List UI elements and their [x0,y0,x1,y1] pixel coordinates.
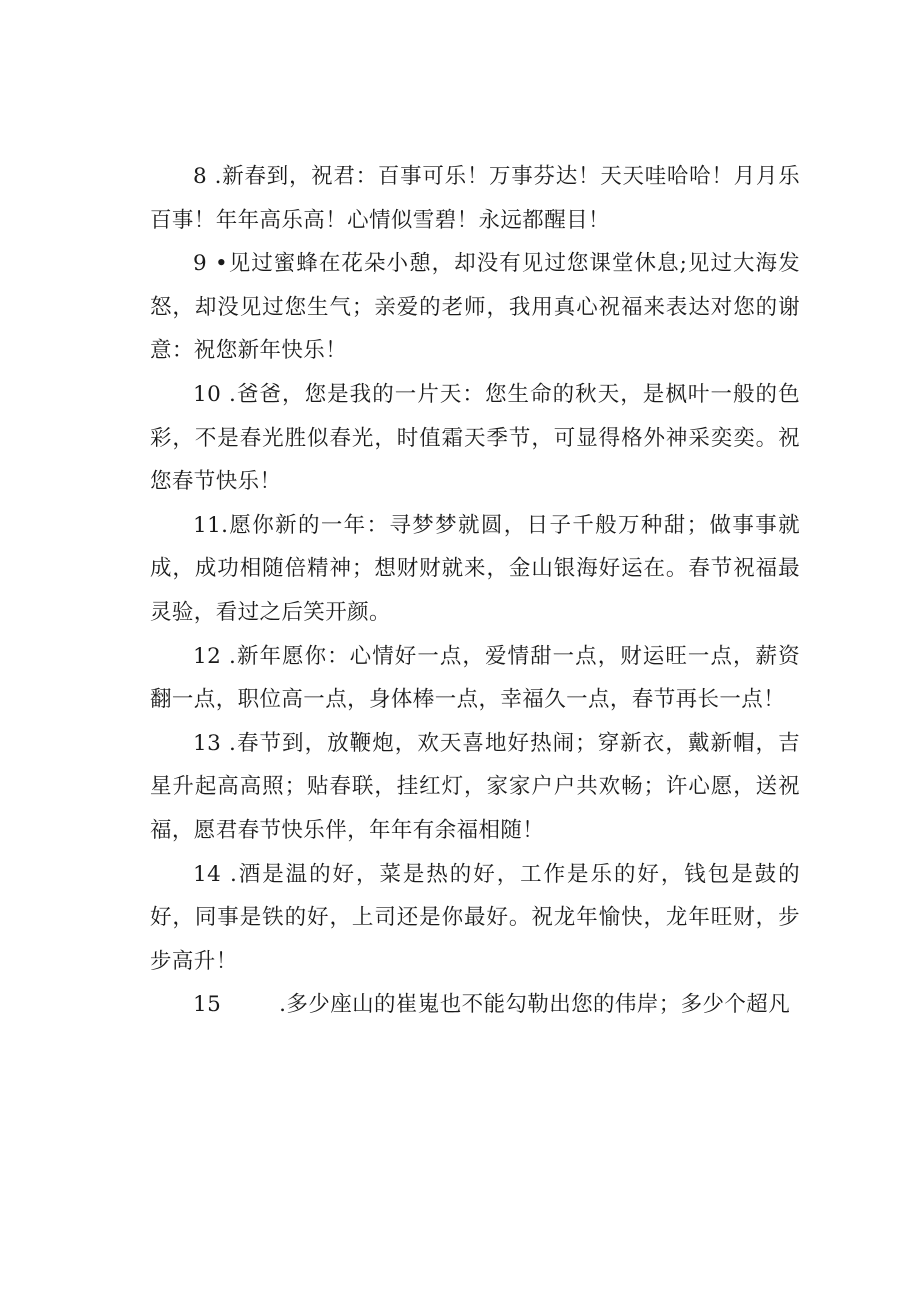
document-body [150,155,800,1027]
item-number: 13 [193,730,222,756]
paragraph-11 [150,504,800,635]
item-number: 12 [193,643,222,669]
paragraph-10 [150,373,800,504]
paragraph-text: 爸爸，您是我的一片天：您生命的秋天，是枫叶一般的色彩，不是春光胜似春光，时值霜天季节，可显得格外神采奕奕。祝您春节快乐！ [150,381,800,495]
paragraph-text: 新年愿你：心情好一点，爱情甜一点，财运旺一点，薪资翻一点，职位高一点，身体棒一点，幸福久一点，春节再长一点！ [150,643,800,713]
paragraph-14 [150,853,800,984]
item-separator: . [221,730,237,756]
item-separator: . [221,381,237,407]
paragraph-text: 春节到，放鞭炮，欢天喜地好热闹；穿新衣，戴新帽，吉星升起高高照；贴春联，挂红灯，家家户户共欢畅；许心愿，送祝福，愿君春节快乐伴，年年有余福相随！ [150,730,800,843]
item-separator: . [279,992,287,1018]
paragraph-13 [150,722,800,853]
item-separator: . [221,643,237,669]
paragraph-text: 愿你新的一年：寻梦梦就圆，日子千般万种甜；做事事就成，成功相随倍精神；想财财就来，金山银海好运在。春节祝福最灵验，看过之后笑开颜。 [150,512,800,625]
paragraph-text: 多少座山的崔嵬也不能勾勒出您的伟岸；多少个超凡 [286,992,791,1018]
item-separator: . [221,861,238,887]
paragraph-9 [150,242,800,373]
paragraph-15 [150,983,800,1027]
paragraph-12 [150,635,800,722]
item-number: 15 [193,992,222,1018]
item-number: 14 [193,861,222,887]
paragraph-text: 新春到，祝君：百事可乐！万事芬达！天天哇哈哈！月月乐百事！年年高乐高！心情似雪碧！永远都醒目！ [150,164,801,233]
item-number: 8 [193,164,208,189]
item-separator: • [207,251,229,277]
item-number: 11. [193,512,229,538]
paragraph-text: 酒是温的好，菜是热的好，工作是乐的好，钱包是鼓的好，同事是铁的好，上司还是你最好。祝龙年愉快，龙年旺财，步步高升！ [150,861,801,974]
paragraph-text: 见过蜜蜂在花朵小憩，却没有见过您课堂休息;见过大海发怒，却没见过您生气；亲爱的老师，我用真心祝福来表达对您的谢意：祝您新年快乐！ [150,251,800,364]
item-number: 10 [193,381,222,407]
item-separator: . [207,164,222,189]
paragraph-8 [150,155,800,242]
item-number: 9 [193,251,208,277]
